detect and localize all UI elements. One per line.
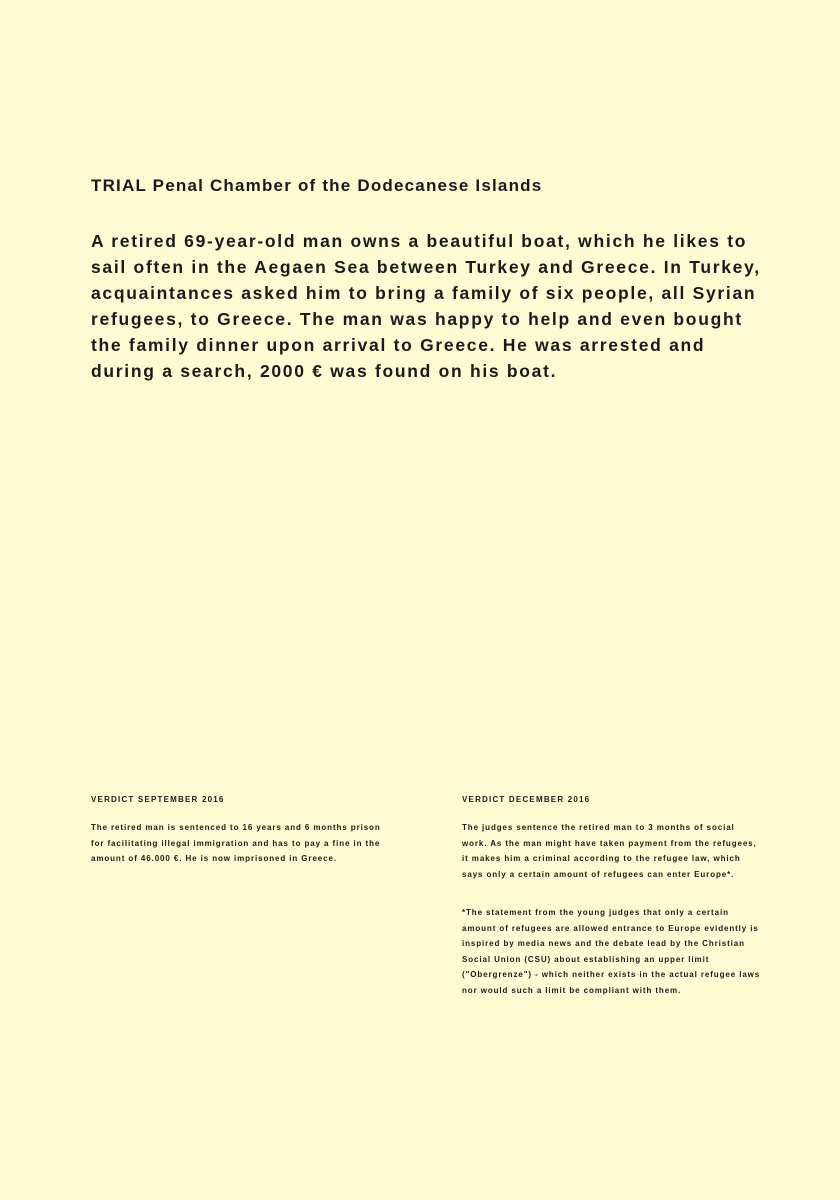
verdict-september-heading: VERDICT SEPTEMBER 2016: [91, 795, 225, 804]
case-description: A retired 69-year-old man owns a beautiful boat, which he likes to sail often in the Aegaen Sea between Turkey and Greece. In Turkey, acquaintances asked him to bring a family of six people, all Syrian refugees, to Greece. The man was happy to help and even bought the family dinner upon arrival to Greece. He was arrested and during a search, 2000 € was found on his boat.: [91, 231, 761, 381]
verdict-september-text: The retired man is sentenced to 16 years and 6 months prison for facilitating illegal immigration and has to pay a fine in the amount of 46.000 €. He is now imprisoned in Greece.: [91, 823, 381, 863]
verdict-september: [91, 794, 391, 867]
page-title: TRIAL Penal Chamber of the Dodecanese Islands: [91, 176, 543, 195]
verdict-december-footnote: *The statement from the young judges that only a certain amount of refugees are allowed entrance to Europe evidently is inspired by media news and the debate lead by the Christian Social Union (CSU) about establishing an upper limit ("Obergrenze") - which neither exists in the actual refugee laws nor would such a limit be compliant with them.: [462, 908, 761, 995]
verdict-december-text: The judges sentence the retired man to 3 months of social work. As the man might have taken payment from the refugees, it makes him a criminal according to the refugee law, which says only a certain amount of refugees can enter Europe*.: [462, 823, 757, 879]
verdict-december: [462, 794, 762, 998]
verdict-december-heading: VERDICT DECEMBER 2016: [462, 795, 591, 804]
